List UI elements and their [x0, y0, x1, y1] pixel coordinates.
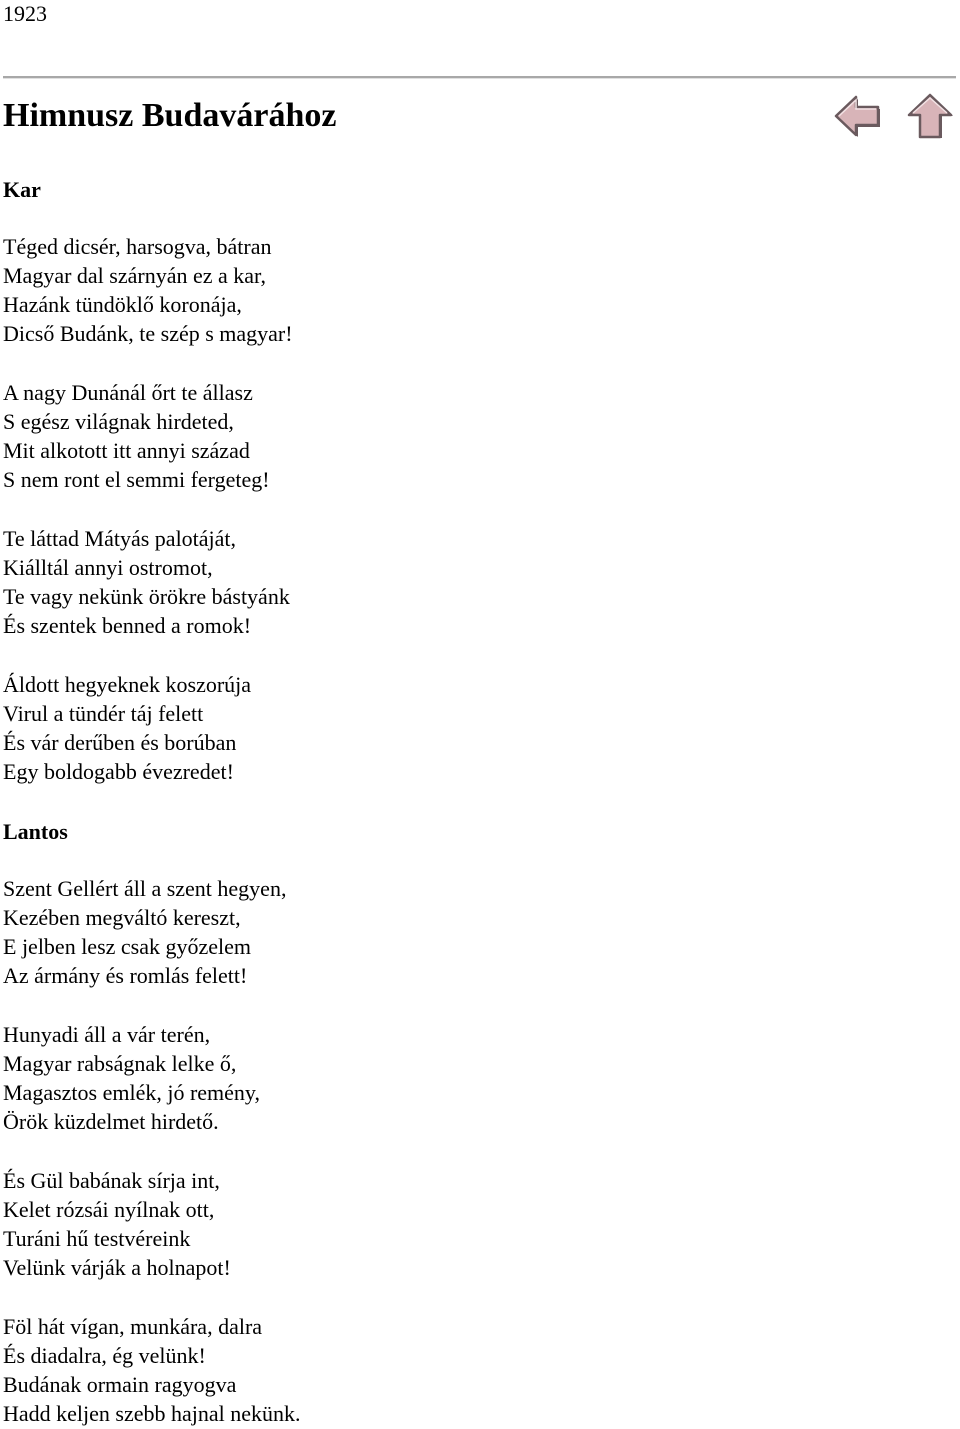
verse-line: Hunyadi áll a vár terén,	[3, 1022, 211, 1047]
verse-line: Föl hát vígan, munkára, dalra	[3, 1314, 263, 1339]
verse-line: Turáni hű testvéreink	[3, 1226, 191, 1251]
verse-line: Velünk várják a holnapot!	[3, 1255, 231, 1280]
verse-line: Mit alkotott itt annyi század	[3, 438, 250, 463]
verse-line: Te vagy nekünk örökre bástyánk	[3, 584, 290, 609]
verse-line: Egy boldogabb évezredet!	[3, 759, 234, 784]
verse-line: Téged dicsér, harsogva, bátran	[3, 234, 272, 259]
up-arrow-button[interactable]	[905, 92, 955, 140]
verse-line: S nem ront el semmi fergeteg!	[3, 467, 270, 492]
verse-line: Hazánk tündöklő koronája,	[3, 292, 242, 317]
up-arrow-icon	[905, 92, 955, 140]
verse-line: Kiálltál annyi ostromot,	[3, 555, 213, 580]
stanza	[3, 874, 286, 990]
verse-line: És szentek benned a romok!	[3, 613, 252, 638]
back-arrow-button[interactable]	[832, 92, 882, 140]
verse-line: Kezében megváltó kereszt,	[3, 905, 241, 930]
stanza	[3, 378, 270, 494]
section-heading-lantos: Lantos	[3, 819, 68, 844]
stanza	[3, 1020, 260, 1136]
verse-line: S egész világnak hirdeted,	[3, 409, 234, 434]
page-title: Himnusz Budavárához	[3, 97, 337, 134]
year-label: 1923	[3, 1, 47, 26]
verse-line: Virul a tündér táj felett	[3, 701, 204, 726]
verse-line: Örök küzdelmet hirdető.	[3, 1109, 219, 1134]
verse-line: A nagy Dunánál őrt te állasz	[3, 380, 253, 405]
stanza	[3, 1312, 301, 1428]
stanza	[3, 232, 293, 348]
verse-line: És vár derűben és borúban	[3, 730, 237, 755]
horizontal-rule	[3, 76, 956, 79]
verse-line: És Gül babának sírja int,	[3, 1168, 220, 1193]
verse-line: Budának ormain ragyogva	[3, 1372, 237, 1397]
stanza	[3, 670, 251, 786]
verse-line: Az ármány és romlás felett!	[3, 963, 248, 988]
verse-line: E jelben lesz csak győzelem	[3, 934, 252, 959]
verse-line: Magyar dal szárnyán ez a kar,	[3, 263, 266, 288]
section-heading-kar: Kar	[3, 177, 41, 202]
left-arrow-icon	[832, 92, 882, 140]
verse-line: Szent Gellért áll a szent hegyen,	[3, 876, 287, 901]
verse-line: Te láttad Mátyás palotáját,	[3, 526, 237, 551]
verse-line: Hadd keljen szebb hajnal nekünk.	[3, 1401, 301, 1426]
verse-line: Dicső Budánk, te szép s magyar!	[3, 321, 293, 346]
verse-line: És diadalra, ég velünk!	[3, 1343, 206, 1368]
verse-line: Magyar rabságnak lelke ő,	[3, 1051, 237, 1076]
stanza	[3, 1166, 231, 1282]
verse-line: Áldott hegyeknek koszorúja	[3, 672, 252, 697]
stanza	[3, 524, 290, 640]
verse-line: Magasztos emlék, jó remény,	[3, 1080, 260, 1105]
verse-line: Kelet rózsái nyílnak ott,	[3, 1197, 215, 1222]
